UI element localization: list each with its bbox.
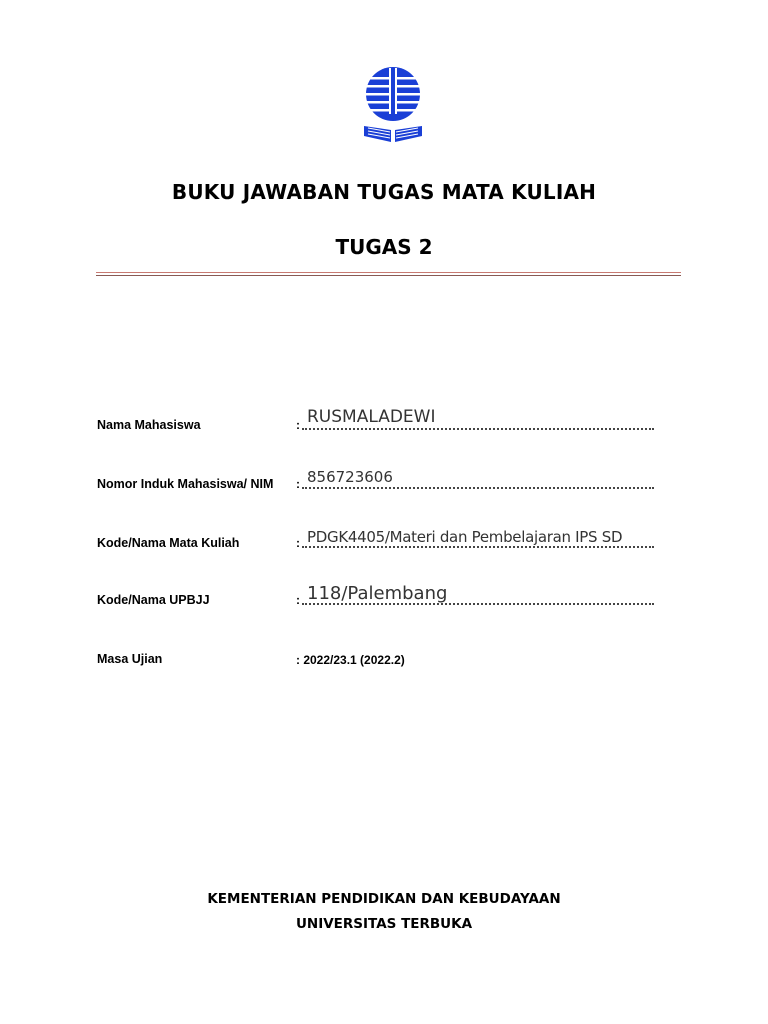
field-value-nim: 856723606 xyxy=(307,468,393,486)
field-label-upbjj: Kode/Nama UPBJJ xyxy=(97,593,210,607)
field-colon: : xyxy=(296,593,300,607)
field-value-name: RUSMALADEWI xyxy=(307,407,436,427)
field-colon: : xyxy=(296,418,300,432)
divider-line xyxy=(96,275,681,276)
document-subtitle: TUGAS 2 xyxy=(335,235,433,259)
field-value-course: PDGK4405/Materi dan Pembelajaran IPS SD xyxy=(307,528,623,546)
field-colon: : xyxy=(296,477,300,491)
field-dotted-line xyxy=(302,428,654,430)
field-colon: : xyxy=(296,536,300,550)
field-label-name: Nama Mahasiswa xyxy=(97,418,201,432)
field-label-exam-period: Masa Ujian xyxy=(97,652,163,666)
university-logo-icon xyxy=(358,64,428,144)
field-dotted-line xyxy=(302,487,654,489)
field-dotted-line xyxy=(302,546,654,548)
field-label-course: Kode/Nama Mata Kuliah xyxy=(97,536,240,550)
divider-line xyxy=(96,272,681,273)
field-value-exam-period: : 2022/23.1 (2022.2) xyxy=(296,653,405,667)
field-label-nim: Nomor Induk Mahasiswa/ NIM xyxy=(97,477,274,491)
field-value-upbjj: 118/Palembang xyxy=(307,583,448,604)
document-title: BUKU JAWABAN TUGAS MATA KULIAH xyxy=(171,180,597,204)
footer-university: UNIVERSITAS TERBUKA xyxy=(295,916,473,932)
footer-ministry: KEMENTERIAN PENDIDIKAN DAN KEBUDAYAAN xyxy=(207,891,561,907)
